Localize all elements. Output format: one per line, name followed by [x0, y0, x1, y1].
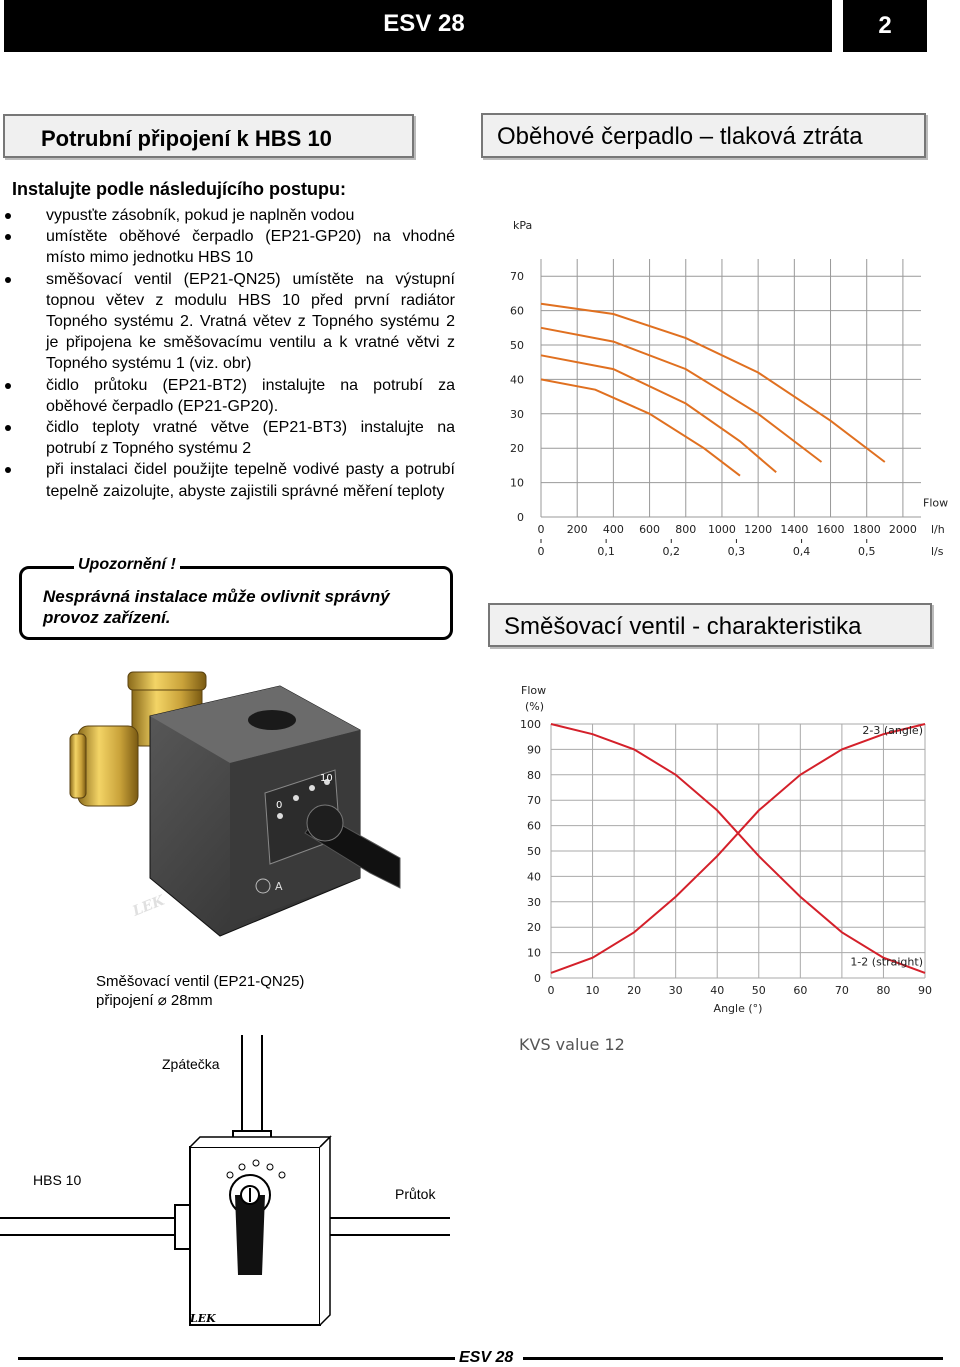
section-heading-pump: Oběhové čerpadlo – tlaková ztráta [481, 113, 926, 158]
x-axis-label: Flow [923, 496, 949, 510]
x-tick-label: 2000 [888, 523, 917, 536]
valve-curve [551, 724, 925, 973]
svg-text:10: 10 [320, 773, 333, 784]
x-tick-label: 30 [668, 984, 683, 997]
page-number: 2 [843, 0, 927, 52]
y-tick-label: 60 [510, 304, 524, 318]
x-tick-label: 10 [585, 984, 600, 997]
kvs-value-label: KVS value 12 [519, 1035, 625, 1054]
y-tick-label: 40 [510, 373, 524, 387]
list-item: při instalaci čidel použijte tepelně vodivé pasty a potrubí tepelně zaizolujte, abyste zajistili správné měření teploty [0, 459, 455, 501]
x-tick-label: 800 [675, 523, 697, 536]
x-tick-label: 400 [602, 523, 624, 536]
y-tick-label: 0 [517, 511, 524, 524]
y-axis-label: kPa [513, 219, 533, 232]
y-tick-label: 40 [527, 870, 541, 884]
pump-curve [541, 328, 822, 462]
y-tick-label: 50 [527, 845, 541, 858]
x-tick-label: 1400 [780, 523, 809, 536]
pump-pressure-chart [500, 215, 950, 565]
bullet-icon [5, 425, 11, 431]
valve-characteristic-chart [505, 682, 955, 1062]
x-tick-label: 20 [627, 984, 642, 997]
y-tick-label: 70 [527, 794, 541, 808]
install-steps [0, 205, 455, 502]
y-tick-label: 0 [534, 972, 541, 985]
y-tick-label: 30 [527, 895, 541, 909]
warning-label: Upozornění ! [74, 556, 180, 574]
y-tick-label: 60 [527, 819, 541, 833]
x-tick-label: 60 [793, 984, 808, 997]
list-item: čidlo teploty vratné větve (EP21-BT3) instalujte na potrubí z Topného systému 2 [0, 417, 455, 459]
valve-caption: Směšovací ventil (EP21-QN25) připojení ⌀ 28mm [96, 973, 305, 1009]
x-unit-secondary-label: l/s [931, 545, 944, 558]
y-tick-label: 90 [527, 743, 541, 757]
y-tick-label: 20 [527, 921, 541, 935]
section-heading-pipe-connection: Potrubní připojení k HBS 10 [3, 114, 414, 158]
y-tick-label: 50 [510, 339, 524, 352]
pump-curve [541, 379, 740, 475]
x-secondary-tick-label: 0,2 [662, 545, 681, 558]
footer-rule-right [523, 1357, 943, 1360]
x-tick-label: 50 [751, 984, 766, 997]
y-tick-label: 20 [510, 442, 524, 456]
list-item: vypusťte zásobník, pokud je naplněn vodou [0, 205, 455, 226]
series-label-straight: 1-2 (straight) [850, 955, 923, 969]
x-tick-label: 70 [834, 984, 849, 997]
mixing-valve-illustration [70, 668, 420, 968]
svg-text:A: A [275, 880, 283, 893]
document-title: ESV 28 [383, 10, 465, 37]
bullet-icon [5, 467, 11, 473]
x-tick-label: 200 [566, 523, 588, 536]
x-unit-label: l/h [931, 523, 945, 536]
x-tick-label: 1600 [816, 523, 845, 536]
x-tick-label: 600 [639, 523, 661, 536]
footer-rule-left [18, 1357, 455, 1360]
y-tick-label: 100 [520, 718, 541, 731]
warning-text: Nesprávná instalace může ovlivnit správný provoz zařízení. [43, 587, 390, 627]
return-label: Zpátečka [162, 1056, 220, 1072]
list-item: umístěte oběhové čerpadlo (EP21-GP20) na vhodné místo mimo jednotku HBS 10 [0, 226, 455, 268]
list-item: směšovací ventil (EP21-QN25) umístěte na výstupní topnou větev z modulu HBS 10 před první radiátor Topného systému 2. Vratná větev z Topného systému 2 je připojena ke směšovacímu ventilu a k vratné větvi z Topného systému 1 (viz. obr) [0, 269, 455, 375]
y-tick-label: 80 [527, 768, 541, 782]
valve-curve [551, 724, 925, 973]
pump-curve [541, 304, 885, 462]
connection-diagram [0, 1035, 450, 1345]
y-tick-label: 10 [510, 476, 524, 490]
x-secondary-tick-label: 0,1 [597, 545, 615, 558]
x-secondary-tick-label: 0,3 [727, 545, 746, 558]
x-tick-label: 0 [547, 984, 555, 997]
y-tick-label: 10 [527, 946, 541, 960]
section-heading-valve: Směšovací ventil - charakteristika [488, 603, 932, 647]
x-secondary-tick-label: 0 [537, 545, 545, 558]
y-tick-label: 70 [510, 270, 524, 284]
x-tick-label: 80 [876, 984, 891, 997]
list-item: čidlo průtoku (EP21-BT2) instalujte na potrubí za oběhové čerpadlo (EP21-GP20). [0, 375, 455, 417]
diagram-brand-label: LEK [190, 1312, 216, 1325]
svg-text:0: 0 [276, 800, 283, 811]
bullet-icon [5, 277, 11, 283]
hbs-label: HBS 10 [33, 1172, 82, 1188]
bullet-icon [5, 213, 11, 219]
install-intro: Instalujte podle následujícího postupu: [12, 179, 347, 199]
valve-brand-label: LEK [130, 892, 167, 920]
series-label-angle: 2-3 (angle) [862, 724, 923, 738]
flow-label: Průtok [395, 1186, 436, 1202]
y-tick-label: 30 [510, 407, 524, 421]
footer-title: ESV 28 [459, 1349, 514, 1366]
x-secondary-tick-label: 0,4 [792, 545, 811, 558]
x-axis-label: Angle (°) [713, 1002, 763, 1015]
x-tick-label: 1000 [707, 523, 736, 536]
y-axis-unit: (%) [525, 700, 545, 713]
bullet-icon [5, 234, 11, 240]
x-secondary-tick-label: 0,5 [857, 545, 876, 558]
x-tick-label: 1800 [852, 523, 881, 536]
x-tick-label: 90 [918, 984, 932, 997]
bullet-icon [5, 383, 11, 389]
x-tick-label: 1200 [744, 523, 773, 536]
x-tick-label: 40 [710, 984, 725, 997]
x-tick-label: 0 [537, 523, 545, 536]
y-axis-label: Flow [521, 684, 547, 697]
top-bar [4, 0, 836, 52]
